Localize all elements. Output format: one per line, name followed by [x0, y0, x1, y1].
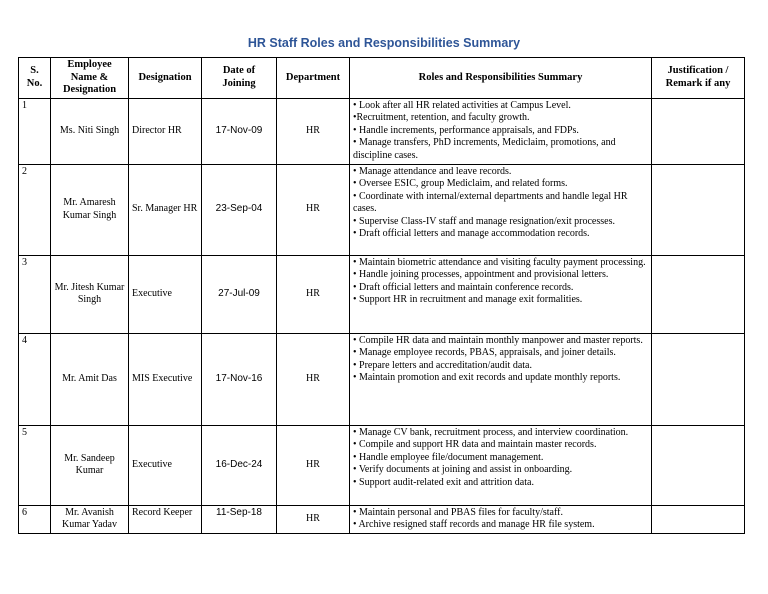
role-item: • Compile and support HR data and maintain master records.	[353, 439, 597, 450]
cell-designation: Executive	[129, 425, 202, 505]
cell-roles	[350, 164, 652, 255]
cell-designation: Sr. Manager HR	[129, 164, 202, 255]
cell-justification	[652, 425, 745, 505]
role-item: • Handle increments, performance appraisals, and FDPs.	[353, 124, 579, 136]
page-title: HR Staff Roles and Responsibilities Summary	[247, 36, 521, 50]
cell-doj: 17-Nov-09	[202, 98, 277, 164]
table-row	[19, 333, 745, 425]
role-item: • Manage attendance and leave records.	[353, 165, 512, 177]
table-row	[19, 164, 745, 255]
cell-sno: 3	[19, 255, 51, 333]
role-item: •Recruitment, retention, and faculty growth.	[353, 112, 530, 123]
header-roles: Roles and Responsibilities Summary	[350, 58, 652, 99]
role-item: • Supervise Class-IV staff and manage resignation/exit processes.	[353, 215, 615, 227]
cell-roles	[350, 505, 652, 533]
role-item: • Draft official letters and manage accommodation records.	[353, 228, 590, 239]
header-designation: Designation	[129, 58, 202, 99]
role-item: • Draft official letters and maintain conference records.	[353, 281, 574, 293]
table-row	[19, 255, 745, 333]
cell-department: HR	[277, 333, 350, 425]
cell-designation: MIS Executive	[129, 333, 202, 425]
cell-name: Ms. Niti Singh	[51, 98, 129, 164]
cell-designation: Director HR	[129, 98, 202, 164]
role-item: • Manage employee records, PBAS, appraisals, and joiner details.	[353, 347, 616, 358]
table-row	[19, 505, 745, 533]
cell-roles	[350, 333, 652, 425]
role-item: • Handle joining processes, appointment and provisional letters.	[353, 269, 609, 280]
cell-name: Mr. Amit Das	[51, 333, 129, 425]
cell-name: Mr. Sandeep Kumar	[51, 425, 129, 505]
header-sno: S. No.	[19, 58, 51, 99]
cell-name: Mr. Avanish Kumar Yadav	[51, 505, 129, 533]
role-item: • Prepare letters and accreditation/audit data.	[353, 359, 532, 371]
header-doj: Date of Joining	[202, 58, 277, 99]
role-item: • Manage transfers, PhD increments, Mediclaim, promotions, and discipline cases.	[353, 137, 616, 161]
cell-doj: 16-Dec-24	[202, 425, 277, 505]
cell-justification	[652, 505, 745, 533]
cell-sno: 2	[19, 164, 51, 255]
header-justification: Justification / Remark if any	[652, 58, 745, 99]
role-item: • Maintain promotion and exit records and update monthly reports.	[353, 372, 621, 383]
header-department: Department	[277, 58, 350, 99]
cell-roles	[350, 255, 652, 333]
cell-doj: 11-Sep-18	[202, 505, 277, 533]
cell-sno: 4	[19, 333, 51, 425]
cell-doj: 23-Sep-04	[202, 164, 277, 255]
cell-name: Mr. Amaresh Kumar Singh	[51, 164, 129, 255]
cell-department: HR	[277, 164, 350, 255]
cell-roles	[350, 425, 652, 505]
cell-name: Mr. Jitesh Kumar Singh	[51, 255, 129, 333]
role-item: • Support HR in recruitment and manage exit formalities.	[353, 294, 583, 305]
role-item: • Handle employee file/document management.	[353, 451, 544, 463]
role-item: • Verify documents at joining and assist in onboarding.	[353, 464, 573, 475]
role-item: • Maintain personal and PBAS files for faculty/staff.	[353, 506, 563, 518]
role-item: • Oversee ESIC, group Mediclaim, and related forms.	[353, 178, 568, 189]
cell-justification	[652, 255, 745, 333]
cell-roles	[350, 98, 652, 164]
role-item: • Archive resigned staff records and manage HR file system.	[353, 519, 595, 530]
role-item: • Compile HR data and maintain monthly manpower and master reports.	[353, 334, 643, 346]
role-item: • Manage CV bank, recruitment process, and interview coordination.	[353, 426, 629, 438]
cell-department: HR	[277, 425, 350, 505]
cell-doj: 27-Jul-09	[202, 255, 277, 333]
role-item: • Coordinate with internal/external departments and handle legal HR cases.	[353, 190, 628, 214]
cell-sno: 5	[19, 425, 51, 505]
hr-roles-table	[18, 57, 745, 534]
cell-department: HR	[277, 98, 350, 164]
cell-doj: 17-Nov-16	[202, 333, 277, 425]
cell-designation: Record Keeper	[129, 505, 202, 533]
cell-department: HR	[277, 255, 350, 333]
cell-department: HR	[277, 505, 350, 533]
header-row	[19, 58, 745, 99]
cell-justification	[652, 333, 745, 425]
table-row	[19, 98, 745, 164]
header-name: Employee Name & Designation	[51, 58, 129, 99]
role-item: • Maintain biometric attendance and visiting faculty payment processing.	[353, 256, 646, 268]
cell-sno: 1	[19, 98, 51, 164]
role-item: • Look after all HR related activities at Campus Level.	[353, 99, 571, 111]
cell-justification	[652, 164, 745, 255]
cell-justification	[652, 98, 745, 164]
role-item: • Support audit-related exit and attrition data.	[353, 476, 534, 488]
table-row	[19, 425, 745, 505]
cell-sno: 6	[19, 505, 51, 533]
cell-designation: Executive	[129, 255, 202, 333]
